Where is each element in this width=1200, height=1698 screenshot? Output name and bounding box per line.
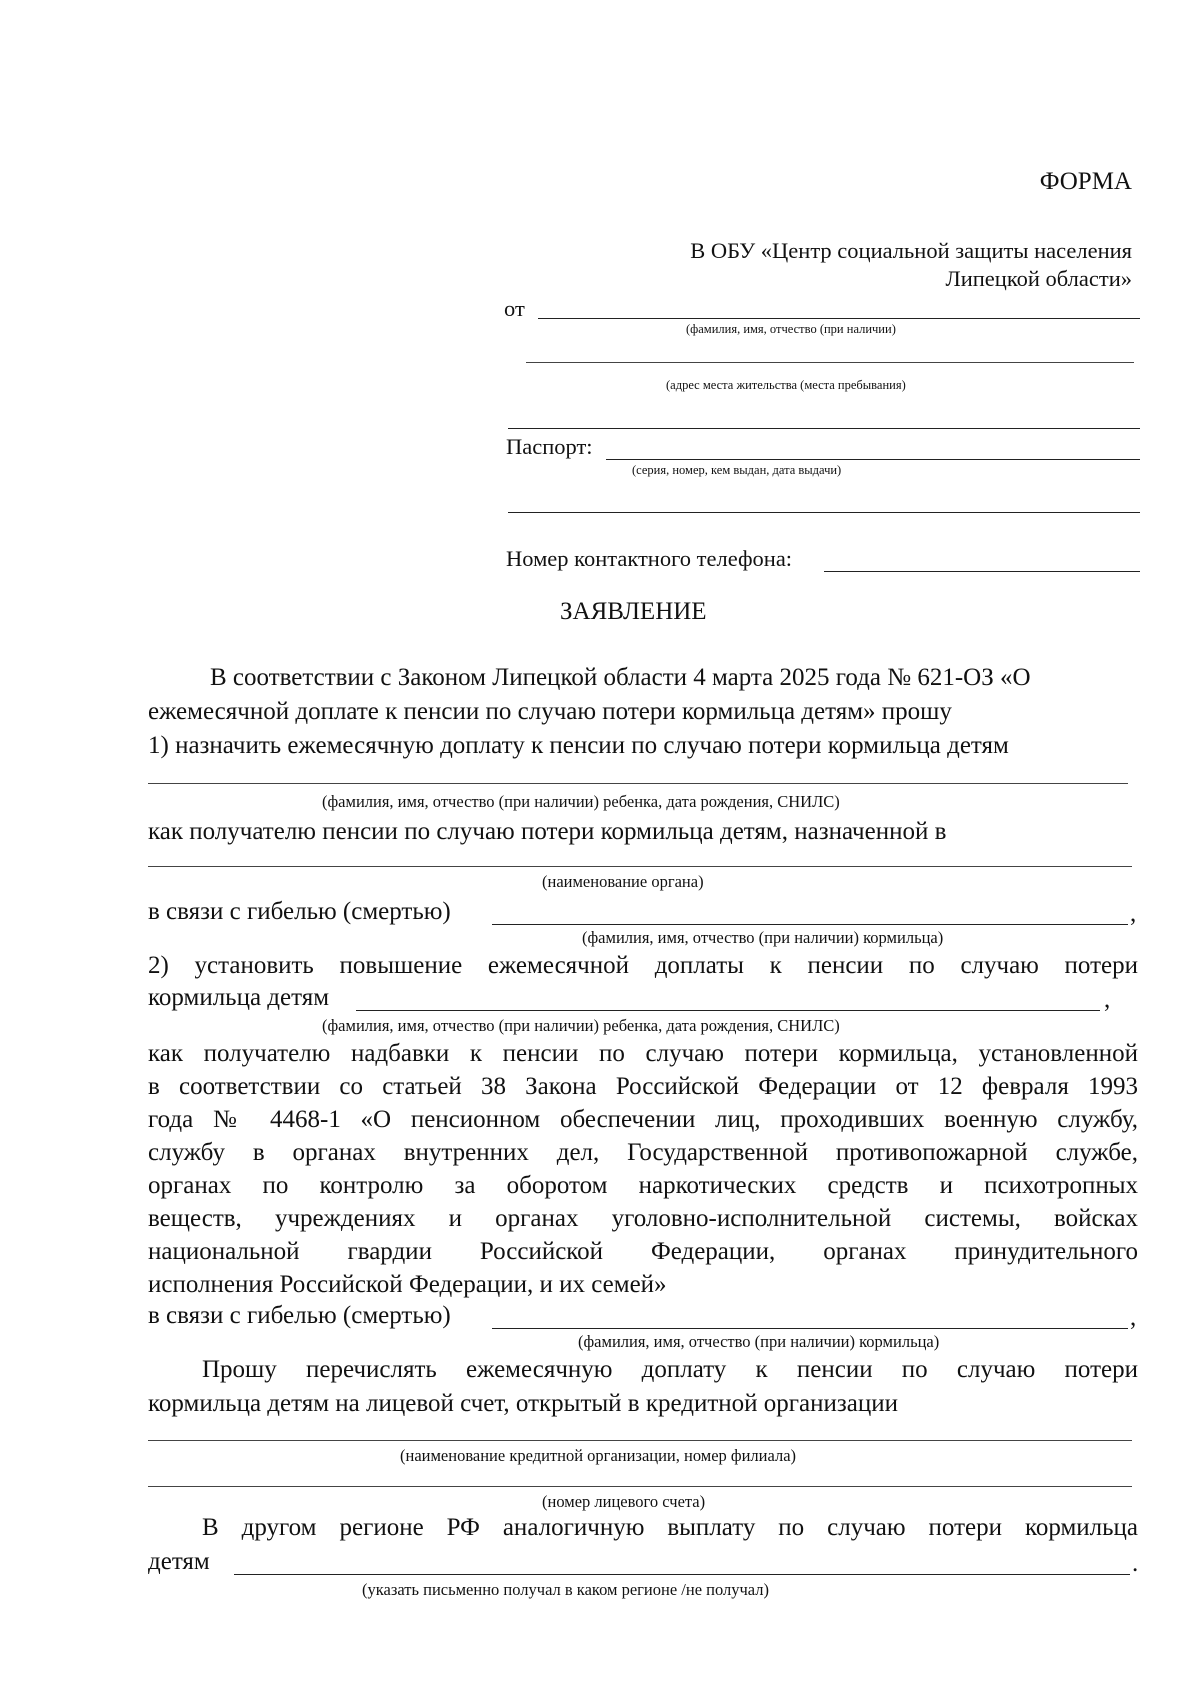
address-input-line-2[interactable]: [508, 428, 1140, 429]
bank-caption: (наименование кредитной организации, номер филиала): [400, 1446, 797, 1465]
body-line: детям: [148, 1548, 210, 1575]
law-line: в соответствии со статьей 38 Закона Российской Федерации от 12 февраля 1993: [148, 1073, 1138, 1100]
death-label-1: в связи с гибелью (смертью): [148, 898, 451, 925]
body-line: как получателю пенсии по случаю потери кормильца детям, назначенной в: [148, 818, 947, 845]
passport-input-line-2[interactable]: [508, 512, 1140, 513]
passport-caption: (серия, номер, кем выдан, дата выдачи): [632, 463, 842, 477]
child-input-line-2[interactable]: [356, 1010, 1100, 1011]
form-label: ФОРМА: [1039, 168, 1132, 195]
body-line: кормильца детям на лицевой счет, открытый в кредитной организации: [148, 1390, 899, 1417]
from-input-line[interactable]: [538, 318, 1140, 319]
law-line: исполнения Российской Федерации, и их семей»: [148, 1271, 667, 1298]
body-line: ежемесячной доплате к пенсии по случаю потери кормильца детям» прошу: [148, 698, 952, 725]
phone-input-line[interactable]: [824, 571, 1140, 572]
passport-label: Паспорт:: [506, 434, 593, 459]
region-input-line[interactable]: [234, 1574, 1130, 1575]
address-input-line[interactable]: [526, 362, 1134, 363]
provider-input-line-1[interactable]: [492, 924, 1128, 925]
addressee-line-1: В ОБУ «Центр социальной защиты населения: [690, 238, 1132, 263]
period: .: [1132, 1550, 1139, 1577]
body-line: кормильца детям: [148, 984, 330, 1011]
child-input-line-1[interactable]: [148, 783, 1128, 784]
body-line: В другом регионе РФ аналогичную выплату по случаю потери кормильца: [202, 1514, 1138, 1541]
law-line: как получателю надбавки к пенсии по случаю потери кормильца, установленной: [148, 1040, 1138, 1067]
law-line: органах по контролю за оборотом наркотических средств и психотропных: [148, 1172, 1138, 1199]
organ-caption: (наименование органа): [542, 872, 704, 891]
account-input-line[interactable]: [148, 1486, 1132, 1487]
child-caption-2: (фамилия, имя, отчество (при наличии) ребенка, дата рождения, СНИЛС): [322, 1016, 840, 1035]
comma: ,: [1130, 1304, 1137, 1331]
phone-label: Номер контактного телефона:: [506, 546, 793, 571]
comma: ,: [1104, 986, 1111, 1013]
account-caption: (номер лицевого счета): [542, 1492, 706, 1511]
document-title: ЗАЯВЛЕНИЕ: [560, 598, 707, 625]
organ-input-line[interactable]: [148, 866, 1132, 867]
from-label: от: [504, 296, 525, 321]
comma: ,: [1130, 900, 1137, 927]
death-caption-1: (фамилия, имя, отчество (при наличии) кормильца): [582, 928, 944, 947]
death-label-2: в связи с гибелью (смертью): [148, 1302, 451, 1329]
death-caption-2: (фамилия, имя, отчество (при наличии) кормильца): [578, 1332, 940, 1351]
law-line: года № 4468-1 «О пенсионном обеспечении лиц, проходивших военную службу,: [148, 1106, 1138, 1133]
body-line: 1) назначить ежемесячную доплату к пенсии по случаю потери кормильца детям: [148, 732, 1009, 759]
law-line: веществ, учреждениях и органах уголовно-исполнительной системы, войсках: [148, 1205, 1138, 1232]
body-line: 2) установить повышение ежемесячной доплаты к пенсии по случаю потери: [148, 952, 1138, 979]
address-caption: (адрес места жительства (места пребывания): [666, 378, 906, 392]
law-line: национальной гвардии Российской Федерации, органах принудительного: [148, 1238, 1138, 1265]
region-caption: (указать письменно получал в каком регионе /не получал): [362, 1580, 769, 1599]
law-line: службу в органах внутренних дел, Государственной противопожарной службе,: [148, 1139, 1138, 1166]
from-caption: (фамилия, имя, отчество (при наличии): [686, 322, 896, 336]
body-line: В соответствии с Законом Липецкой области 4 марта 2025 года № 621-ОЗ «О: [210, 664, 1031, 691]
passport-input-line[interactable]: [606, 459, 1140, 460]
bank-input-line[interactable]: [148, 1440, 1132, 1441]
child-caption-1: (фамилия, имя, отчество (при наличии) ребенка, дата рождения, СНИЛС): [322, 792, 840, 811]
body-line: Прошу перечислять ежемесячную доплату к пенсии по случаю потери: [202, 1356, 1138, 1383]
provider-input-line-2[interactable]: [492, 1328, 1128, 1329]
addressee-line-2: Липецкой области»: [945, 266, 1132, 291]
